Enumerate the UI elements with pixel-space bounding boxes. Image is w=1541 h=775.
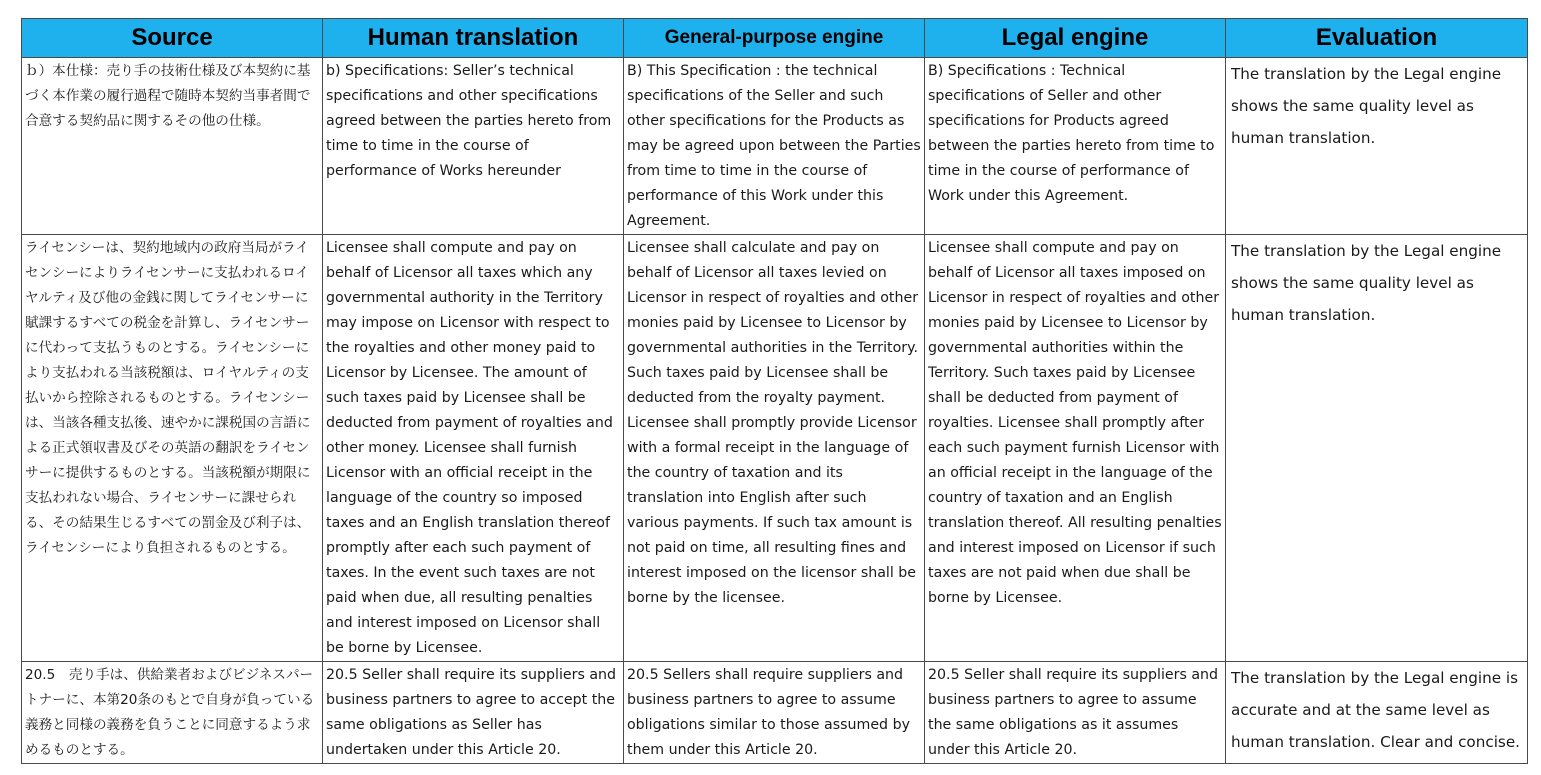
human-translation-cell: 20.5 Seller shall require its suppliers and business partners to agree to accept the same obligations as Seller has undertaken under this Article 20.: [323, 662, 624, 764]
source-cell: ｂ）本仕様：売り手の技術仕様及び本契約に基づく本作業の履行過程で随時本契約当事者間で合意する契約品に関するその他の仕様。: [22, 58, 323, 235]
table-row: [22, 235, 1528, 662]
human-translation-cell: Licensee shall compute and pay on behalf of Licensor all taxes which any governmental authority in the Territory may impose on Licensor with respect to the royalties and other money paid to Licensor by Licensee. The amount of such taxes paid by Licensee shall be deducted from payment of royalties and other money. Licensee shall furnish Licensor with an official receipt in the language of the country so imposed taxes and an English translation thereof promptly after each such payment of taxes. In the event such taxes are not paid when due, all resulting penalties and interest imposed on Licensor shall be borne by Licensee.: [323, 235, 624, 662]
header-legal-engine: Legal engine: [925, 19, 1226, 58]
legal-engine-cell: 20.5 Seller shall require its suppliers and business partners to agree to assume the same obligations as it assumes under this Article 20.: [925, 662, 1226, 764]
header-source: Source: [22, 19, 323, 58]
general-engine-cell: B) This Specification : the technical specifications of the Seller and such other specifications for the Products as may be agreed upon between the Parties from time to time in the course of performance of this Work under this Agreement.: [624, 58, 925, 235]
human-translation-cell: b) Specifications: Seller’s technical specifications and other specifications agreed between the parties hereto from time to time in the course of performance of Works hereunder: [323, 58, 624, 235]
legal-engine-cell: Licensee shall compute and pay on behalf of Licensor all taxes imposed on Licensor in respect of royalties and other monies paid by Licensee to Licensor by governmental authorities within the Territory. Such taxes paid by Licensee shall be deducted from payment of royalties. Licensee shall promptly after each such payment furnish Licensor with an official receipt in the language of the country of taxation and an English translation thereof. All resulting penalties and interest imposed on Licensor if such taxes are not paid when due shall be borne by Licensee.: [925, 235, 1226, 662]
source-cell: ライセンシーは、契約地域内の政府当局がライセンシーによりライセンサーに支払われるロイヤルティ及び他の金銭に関してライセンサーに賦課するすべての税金を計算し、ライセンサーに代わって支払うものとする。ライセンシーにより支払われる当該税額は、ロイヤルティの支払いから控除されるものとする。ライセンシーは、当該各種支払後、速やかに課税国の言語による正式領収書及びその英語の翻訳をライセンサーに提供するものとする。当該税額が期限に支払われない場合、ライセンサーに課せられる、その結果生じるすべての罰金及び利子は、ライセンシーにより負担されるものとする。: [22, 235, 323, 662]
header-general-purpose-engine: General-purpose engine: [624, 19, 925, 58]
evaluation-cell: The translation by the Legal engine shows the same quality level as human translation.: [1226, 58, 1528, 235]
table-header-row: [22, 19, 1528, 58]
legal-engine-cell: B) Specifications : Technical specifications of Seller and other specifications for Products agreed between the parties hereto from time to time in the course of performance of Work under this Agreement.: [925, 58, 1226, 235]
source-cell: 20.5 売り手は、供給業者およびビジネスパートナーに、本第20条のもとで自身が負っている義務と同様の義務を負うことに同意するよう求めるものとする。: [22, 662, 323, 764]
translation-comparison-table: [21, 18, 1528, 764]
table-row: [22, 58, 1528, 235]
evaluation-cell: The translation by the Legal engine shows the same quality level as human translation.: [1226, 235, 1528, 662]
general-engine-cell: 20.5 Sellers shall require suppliers and business partners to agree to assume obligations similar to those assumed by them under this Article 20.: [624, 662, 925, 764]
general-engine-cell: Licensee shall calculate and pay on behalf of Licensor all taxes levied on Licensor in respect of royalties and other monies paid by Licensee to Licensor by governmental authorities in the Territory. Such taxes paid by Licensee shall be deducted from the royalty payment. Licensee shall promptly provide Licensor with a formal receipt in the language of the country of taxation and its translation into English after such various payments. If such tax amount is not paid on time, all resulting fines and interest imposed on the licensor shall be borne by the licensee.: [624, 235, 925, 662]
header-human-translation: Human translation: [323, 19, 624, 58]
header-evaluation: Evaluation: [1226, 19, 1528, 58]
evaluation-cell: The translation by the Legal engine is accurate and at the same level as human translation. Clear and concise.: [1226, 662, 1528, 764]
table-row: [22, 662, 1528, 764]
